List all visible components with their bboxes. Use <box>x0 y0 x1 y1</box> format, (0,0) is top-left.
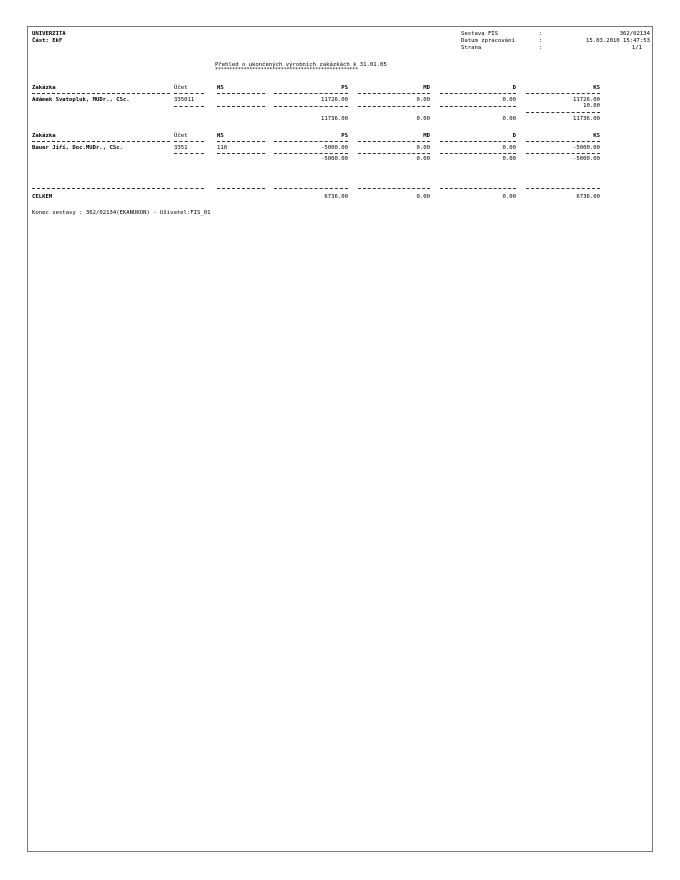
col-ks: KS <box>593 133 600 139</box>
table-row-ucet: 3351 <box>174 145 188 151</box>
rule <box>358 93 430 94</box>
rule <box>32 93 170 94</box>
page-sep: : <box>539 45 543 51</box>
table-row-ns: 110 <box>217 145 228 151</box>
col-md: MD <box>423 85 430 91</box>
rule <box>217 188 265 189</box>
total-ps: 6736.00 <box>324 194 348 200</box>
report-page <box>27 26 653 852</box>
rule <box>217 106 265 107</box>
col-ns: NS <box>217 133 224 139</box>
rule <box>274 141 348 142</box>
col-ps: PS <box>341 85 348 91</box>
rule <box>174 93 204 94</box>
rule <box>526 112 600 113</box>
col-ps: PS <box>341 133 348 139</box>
rule <box>32 141 170 142</box>
table-row-d: 0.00 <box>502 97 516 103</box>
rule <box>358 188 430 189</box>
page-number: 1/1 <box>631 45 642 51</box>
report-footer: Konec sestavy : 362/02134(EKANUKON) - Uživatel:FIS_01 <box>32 210 211 216</box>
table-row-ps: 11726.00 <box>321 97 348 103</box>
table-row-ucet: 335011 <box>174 97 195 103</box>
rule <box>274 93 348 94</box>
subtotal-ps: 11736.00 <box>321 116 348 122</box>
rule <box>174 153 204 154</box>
processing-date: 15.03.2010 15:47:53 <box>586 38 650 44</box>
total-md: 0.00 <box>416 194 430 200</box>
report-number: 362/02134 <box>619 31 650 37</box>
table-row-md: 0.00 <box>416 145 430 151</box>
rule <box>274 153 348 154</box>
rule <box>358 106 430 107</box>
rule <box>526 153 600 154</box>
subtotal-ks: -5000.00 <box>573 156 600 162</box>
subtotal-ps: -5000.00 <box>321 156 348 162</box>
rule <box>440 188 516 189</box>
page-label: Strana <box>461 45 482 51</box>
total-ks: 6736.00 <box>576 194 600 200</box>
total-d: 0.00 <box>502 194 516 200</box>
total-label: CELKEM <box>32 194 53 200</box>
col-ucet: Účet <box>174 85 188 91</box>
table-row-ps: -5000.00 <box>321 145 348 151</box>
subtotal-d: 0.00 <box>502 116 516 122</box>
subtotal-d: 0.00 <box>502 156 516 162</box>
rule <box>217 93 265 94</box>
col-ks: KS <box>593 85 600 91</box>
rule <box>440 93 516 94</box>
page-title: Přehled o ukončených výrobních zakázkách k 31.01.05 <box>215 62 387 68</box>
col-zakazka: Zakázka <box>32 133 56 139</box>
rule <box>217 141 265 142</box>
rule <box>526 93 600 94</box>
rule <box>358 153 430 154</box>
col-md: MD <box>423 133 430 139</box>
subtotal-ks: 11736.00 <box>573 116 600 122</box>
col-d: D <box>512 85 516 91</box>
table-row-ks: 11726.00 <box>573 97 600 103</box>
col-zakazka: Zakázka <box>32 85 56 91</box>
rule <box>526 141 600 142</box>
rule <box>174 106 204 107</box>
title-underline: ************************************************** <box>215 67 359 73</box>
rule <box>174 141 204 142</box>
col-d: D <box>512 133 516 139</box>
org-name: UNIVERZITA <box>32 31 66 37</box>
col-ns: NS <box>217 85 224 91</box>
table-row-d: 0.00 <box>502 145 516 151</box>
table-row-name: Bauer Jiří, Doc.MUDr., CSc. <box>32 145 123 151</box>
rule <box>174 188 204 189</box>
rule <box>358 141 430 142</box>
rule <box>217 153 265 154</box>
rule <box>440 106 516 107</box>
date-label: Datum zpracování <box>461 38 515 44</box>
col-ucet: Účet <box>174 133 188 139</box>
rule <box>526 188 600 189</box>
subtotal-md: 0.00 <box>416 116 430 122</box>
table-row-ks-extra: 10.00 <box>583 103 600 109</box>
table-row-name: Adámek Svatopluk, MUDr., CSc. <box>32 97 130 103</box>
rule <box>274 188 348 189</box>
rule <box>440 141 516 142</box>
report-sep: : <box>539 31 543 37</box>
subtotal-md: 0.00 <box>416 156 430 162</box>
date-sep: : <box>539 38 543 44</box>
rule <box>274 106 348 107</box>
table-row-ks: -5000.00 <box>573 145 600 151</box>
org-part: Část: EkF <box>32 38 63 44</box>
report-label: Sestava FIS <box>461 31 499 37</box>
table-row-md: 0.00 <box>416 97 430 103</box>
rule <box>440 153 516 154</box>
rule <box>32 188 170 189</box>
